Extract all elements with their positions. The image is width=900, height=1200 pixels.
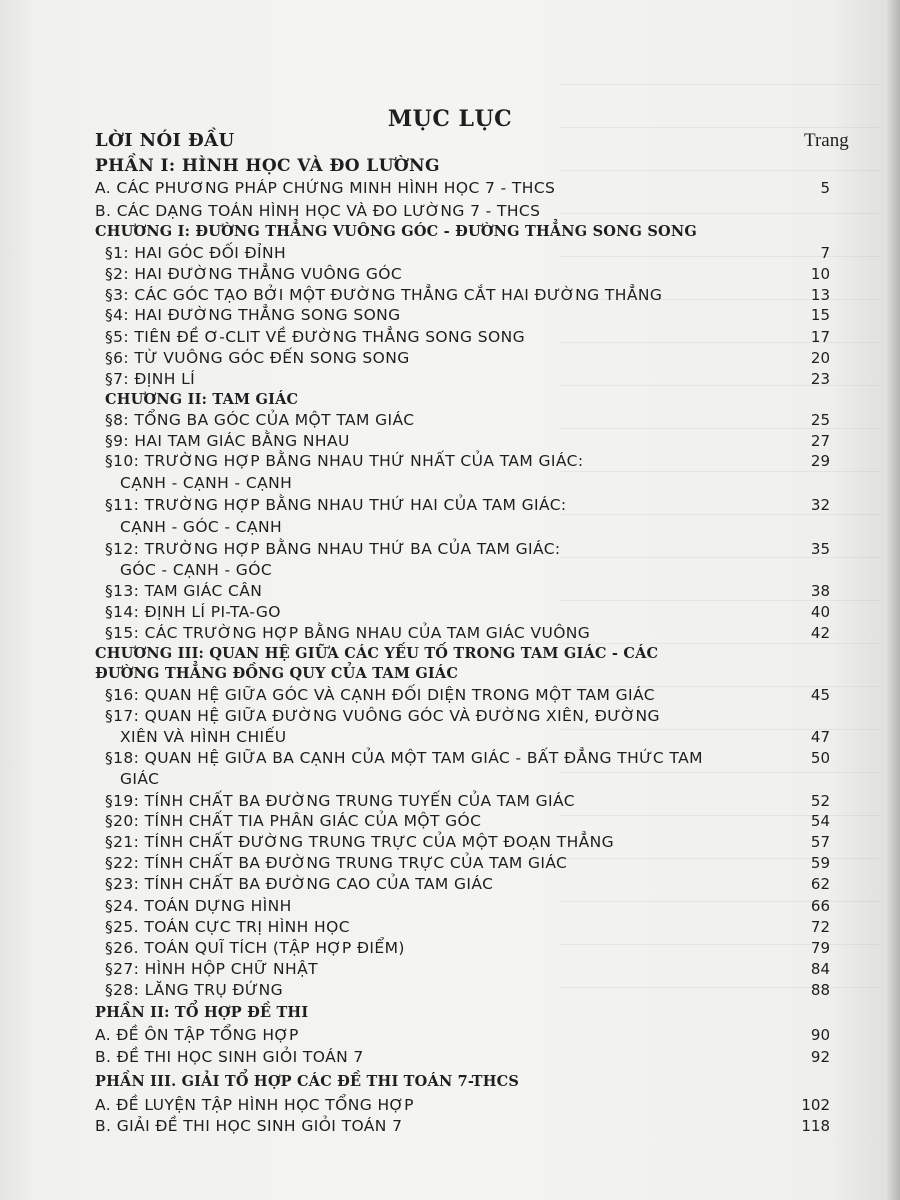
toc-entry-page: 5 <box>820 179 830 197</box>
toc-entry-title: §5: TIÊN ĐỀ Ơ-CLIT VỀ ĐƯỜNG THẲNG SONG SONG <box>105 328 526 346</box>
toc-entry-title: §18: QUAN HỆ GIỮA BA CẠNH CỦA MỘT TAM GIÁC - BẤT ĐẲNG THỨC TAM <box>105 749 703 767</box>
toc-entry-page: 47 <box>810 728 830 746</box>
toc-entry <box>0 156 900 180</box>
toc-entry-title: B. CÁC DẠNG TOÁN HÌNH HỌC VÀ ĐO LƯỜNG 7 - THCS <box>95 202 541 220</box>
toc-entry <box>0 1073 900 1097</box>
toc-entry <box>0 130 900 154</box>
toc-entry-title: §24. TOÁN DỰNG HÌNH <box>105 897 292 915</box>
toc-entry-page: 17 <box>810 328 830 346</box>
toc-entry <box>0 1117 900 1141</box>
toc-entry-title: §12: TRƯỜNG HỢP BẰNG NHAU THỨ BA CỦA TAM GIÁC: <box>105 540 561 558</box>
toc-entry-page: 45 <box>810 686 830 704</box>
toc-entry-page: 62 <box>810 875 830 893</box>
toc-entry-title: §21: TÍNH CHẤT ĐƯỜNG TRUNG TRỰC CỦA MỘT ĐOẠN THẲNG <box>105 833 615 851</box>
toc-entry-title: XIÊN VÀ HÌNH CHIẾU <box>120 728 287 746</box>
toc-entry-page: 13 <box>810 286 830 304</box>
toc-entry-page: 92 <box>810 1048 830 1066</box>
toc-entry-page: 57 <box>810 833 830 851</box>
toc-entry-page: 88 <box>810 981 830 999</box>
toc-entry-page: 66 <box>810 897 830 915</box>
toc-entry <box>0 875 900 899</box>
toc-entry-title: §22: TÍNH CHẤT BA ĐƯỜNG TRUNG TRỰC CỦA TAM GIÁC <box>105 854 568 872</box>
toc-entry-title: CHƯƠNG III: QUAN HỆ GIỮA CÁC YẾU TỐ TRONG TAM GIÁC - CÁC <box>95 645 659 662</box>
toc-entry <box>0 496 900 520</box>
toc-entry-page: 27 <box>810 432 830 450</box>
toc-entry-page: 84 <box>810 960 830 978</box>
toc-entry-title: B. GIẢI ĐỀ THI HỌC SINH GIỎI TOÁN 7 <box>95 1117 403 1135</box>
page-title: MỤC LỤC <box>387 106 513 132</box>
toc-entry-page: 7 <box>820 244 830 262</box>
toc-entry-title: §20: TÍNH CHẤT TIA PHÂN GIÁC CỦA MỘT GÓC <box>105 812 482 830</box>
toc-entry-page: 25 <box>810 411 830 429</box>
toc-entry <box>0 179 900 203</box>
toc-entry-page: 42 <box>810 624 830 642</box>
toc-entry <box>0 770 900 794</box>
toc-entry-title: CẠNH - GÓC - CẠNH <box>120 518 283 536</box>
toc-entry-title: LỜI NÓI ĐẦU <box>95 130 235 151</box>
toc-entry <box>0 306 900 330</box>
toc-entry-page: 23 <box>810 370 830 388</box>
toc-entry-page: 59 <box>810 854 830 872</box>
toc-entry <box>0 1004 900 1028</box>
toc-entry-title: §25. TOÁN CỰC TRỊ HÌNH HỌC <box>105 918 350 936</box>
toc-entry-page: 90 <box>810 1026 830 1044</box>
toc-entry-title: §3: CÁC GÓC TẠO BỞI MỘT ĐƯỜNG THẲNG CẮT HAI ĐƯỜNG THẲNG <box>105 286 663 304</box>
toc-entry-page: 118 <box>801 1117 830 1135</box>
toc-entry-page: 52 <box>810 792 830 810</box>
toc-entry-page: 10 <box>810 265 830 283</box>
toc-entry-page: 38 <box>810 582 830 600</box>
toc-entry-title: §16: QUAN HỆ GIỮA GÓC VÀ CẠNH ĐỐI DIỆN TRONG MỘT TAM GIÁC <box>105 686 655 704</box>
toc-entry <box>0 1048 900 1072</box>
toc-entry-page: 29 <box>810 452 830 470</box>
toc-entry-page: 20 <box>810 349 830 367</box>
toc-entry-title: §4: HAI ĐƯỜNG THẲNG SONG SONG <box>105 306 401 324</box>
toc-entry <box>0 452 900 476</box>
toc-entry-title: §2: HAI ĐƯỜNG THẲNG VUÔNG GÓC <box>105 265 403 283</box>
toc-entry-title: §7: ĐỊNH LÍ <box>105 370 196 388</box>
toc-entry-page: 79 <box>810 939 830 957</box>
toc-entry-title: §26. TOÁN QUĨ TÍCH (TẬP HỢP ĐIỂM) <box>105 939 405 957</box>
toc-entry-title: PHẦN II: TỔ HỢP ĐỀ THI <box>95 1004 309 1021</box>
toc-entry-page: 40 <box>810 603 830 621</box>
toc-entry <box>0 981 900 1005</box>
toc-entry-title: §17: QUAN HỆ GIỮA ĐƯỜNG VUÔNG GÓC VÀ ĐƯỜNG XIÊN, ĐƯỜNG <box>105 707 660 725</box>
toc-entry-title: A. CÁC PHƯƠNG PHÁP CHỨNG MINH HÌNH HỌC 7 - THCS <box>95 179 556 197</box>
toc-entry-page: 35 <box>810 540 830 558</box>
toc-entry-title: GÓC - CẠNH - GÓC <box>120 561 273 579</box>
toc-entry-title: §6: TỪ VUÔNG GÓC ĐẾN SONG SONG <box>105 349 410 367</box>
toc-entry-title: CHƯƠNG I: ĐƯỜNG THẲNG VUÔNG GÓC - ĐƯỜNG THẲNG SONG SONG <box>95 223 697 240</box>
toc-entry-page: 102 <box>801 1096 830 1114</box>
toc-entry-title: A. ĐỀ ÔN TẬP TỔNG HỢP <box>95 1026 299 1044</box>
toc-entry-title: A. ĐỀ LUYỆN TẬP HÌNH HỌC TỔNG HỢP <box>95 1096 414 1114</box>
toc-entry-title: §15: CÁC TRƯỜNG HỢP BẰNG NHAU CỦA TAM GIÁC VUÔNG <box>105 624 591 642</box>
toc-entry-title: §1: HAI GÓC ĐỐI ĐỈNH <box>105 244 287 262</box>
toc-entry-page: 50 <box>810 749 830 767</box>
toc-entry <box>0 1026 900 1050</box>
toc-entry-title: §13: TAM GIÁC CÂN <box>105 582 263 600</box>
toc-entry-page: 15 <box>810 306 830 324</box>
toc-entry-page: 54 <box>810 812 830 830</box>
toc-entry-page: 32 <box>810 496 830 514</box>
toc-entry-title: §11: TRƯỜNG HỢP BẰNG NHAU THỨ HAI CỦA TAM GIÁC: <box>105 496 567 514</box>
toc-entry-title: §8: TỔNG BA GÓC CỦA MỘT TAM GIÁC <box>105 411 415 429</box>
toc-entry-page: 72 <box>810 918 830 936</box>
toc-entry-title: CHƯƠNG II: TAM GIÁC <box>105 391 299 408</box>
toc-entry <box>0 474 900 498</box>
toc-entry <box>0 518 900 542</box>
page-column-header: Trang <box>804 130 849 151</box>
toc-entry-title: §27: HÌNH HỘP CHỮ NHẬT <box>105 960 318 978</box>
toc-entry-title: §23: TÍNH CHẤT BA ĐƯỜNG CAO CỦA TAM GIÁC <box>105 875 494 893</box>
toc-entry-title: PHẦN I: HÌNH HỌC VÀ ĐO LƯỜNG <box>95 156 440 176</box>
toc-entry-title: §9: HAI TAM GIÁC BẰNG NHAU <box>105 432 350 450</box>
toc-entry-title: GIÁC <box>120 770 160 788</box>
toc-entry-title: §28: LĂNG TRỤ ĐỨNG <box>105 981 284 999</box>
toc-entry-title: PHẦN III. GIẢI TỔ HỢP CÁC ĐỀ THI TOÁN 7-THCS <box>95 1073 520 1090</box>
toc-entry-title: §14: ĐỊNH LÍ PI-TA-GO <box>105 603 281 621</box>
toc-entry-title: B. ĐỀ THI HỌC SINH GIỎI TOÁN 7 <box>95 1048 364 1066</box>
toc-entry-title: §10: TRƯỜNG HỢP BẰNG NHAU THỨ NHẤT CỦA TAM GIÁC: <box>105 452 584 470</box>
toc-entry-title: CẠNH - CẠNH - CẠNH <box>120 474 293 492</box>
toc-entry-title: §19: TÍNH CHẤT BA ĐƯỜNG TRUNG TUYẾN CỦA TAM GIÁC <box>105 792 575 810</box>
toc-entry-title: ĐƯỜNG THẲNG ĐỒNG QUY CỦA TAM GIÁC <box>95 665 459 682</box>
